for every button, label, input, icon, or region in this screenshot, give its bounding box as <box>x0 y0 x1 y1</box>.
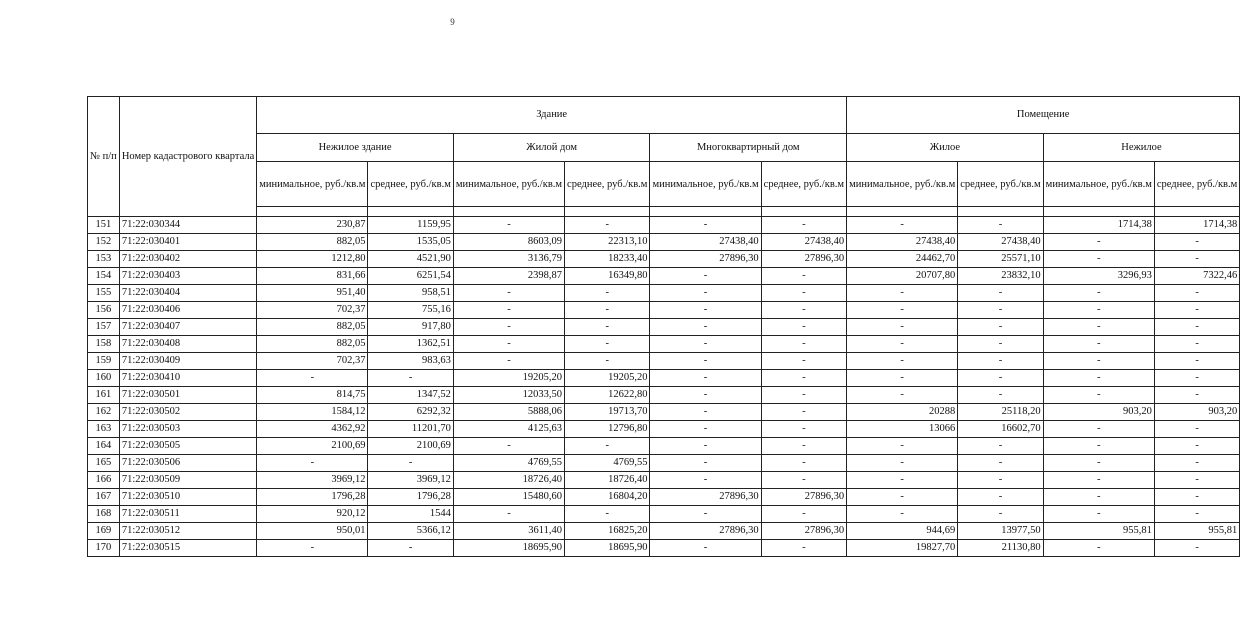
header-spacer <box>958 207 1043 217</box>
value-cell: 7322,46 <box>1154 268 1239 285</box>
row-index: 162 <box>88 404 120 421</box>
row-index: 154 <box>88 268 120 285</box>
value-cell: - <box>1043 455 1154 472</box>
header-zdanie: Здание <box>257 97 847 134</box>
header-nezhiloe-zdanie: Нежилое здание <box>257 134 454 162</box>
value-cell: - <box>1154 506 1239 523</box>
value-cell: - <box>761 506 846 523</box>
value-cell: - <box>958 489 1043 506</box>
row-index: 163 <box>88 421 120 438</box>
value-cell: - <box>453 285 564 302</box>
value-cell: - <box>761 302 846 319</box>
value-cell: - <box>761 438 846 455</box>
value-cell: 6251,54 <box>368 268 453 285</box>
cadastral-value-table <box>87 96 1240 557</box>
value-cell: - <box>1043 387 1154 404</box>
row-index: 164 <box>88 438 120 455</box>
value-cell: 4769,55 <box>453 455 564 472</box>
value-cell: - <box>1043 353 1154 370</box>
value-cell: - <box>761 353 846 370</box>
header-nezhiloe: Нежилое <box>1043 134 1240 162</box>
value-cell: - <box>1154 421 1239 438</box>
value-cell: 23832,10 <box>958 268 1043 285</box>
table-row <box>88 506 1240 523</box>
value-cell: 16825,20 <box>565 523 650 540</box>
value-cell: 1796,28 <box>257 489 368 506</box>
value-cell: - <box>1154 370 1239 387</box>
table-row <box>88 438 1240 455</box>
value-cell: 11201,70 <box>368 421 453 438</box>
cadastral-number: 71:22:030503 <box>119 421 256 438</box>
value-cell: 903,20 <box>1154 404 1239 421</box>
value-cell: - <box>958 370 1043 387</box>
value-cell: - <box>650 336 761 353</box>
value-cell: 920,12 <box>257 506 368 523</box>
value-cell: - <box>1043 438 1154 455</box>
value-cell: - <box>453 506 564 523</box>
value-cell: 19205,20 <box>565 370 650 387</box>
cadastral-number: 71:22:030515 <box>119 540 256 557</box>
value-cell: - <box>847 489 958 506</box>
value-cell: 958,51 <box>368 285 453 302</box>
value-cell: - <box>565 302 650 319</box>
value-cell: - <box>958 472 1043 489</box>
table-row <box>88 251 1240 268</box>
value-cell: - <box>257 540 368 557</box>
value-cell: 27896,30 <box>761 251 846 268</box>
value-cell: - <box>847 302 958 319</box>
value-cell: - <box>761 319 846 336</box>
header-min: минимальное, руб./кв.м <box>650 162 761 207</box>
value-cell: 13977,50 <box>958 523 1043 540</box>
value-cell: 27896,30 <box>650 489 761 506</box>
value-cell: - <box>650 438 761 455</box>
value-cell: 20288 <box>847 404 958 421</box>
value-cell: 3611,40 <box>453 523 564 540</box>
value-cell: - <box>1154 285 1239 302</box>
table-row <box>88 217 1240 234</box>
header-min: минимальное, руб./кв.м <box>847 162 958 207</box>
value-cell: - <box>1154 438 1239 455</box>
value-cell: 831,66 <box>257 268 368 285</box>
value-cell: - <box>847 319 958 336</box>
value-cell: - <box>1043 472 1154 489</box>
value-cell: - <box>958 506 1043 523</box>
value-cell: 27896,30 <box>761 523 846 540</box>
value-cell: - <box>1043 251 1154 268</box>
value-cell: - <box>761 285 846 302</box>
value-cell: - <box>847 353 958 370</box>
value-cell: - <box>565 217 650 234</box>
header-sred: среднее, руб./кв.м <box>565 162 650 207</box>
value-cell: 4362,92 <box>257 421 368 438</box>
value-cell: - <box>650 268 761 285</box>
row-index: 157 <box>88 319 120 336</box>
value-cell: 955,81 <box>1154 523 1239 540</box>
value-cell: 4521,90 <box>368 251 453 268</box>
row-index: 155 <box>88 285 120 302</box>
value-cell: 16602,70 <box>958 421 1043 438</box>
value-cell: 702,37 <box>257 353 368 370</box>
value-cell: 955,81 <box>1043 523 1154 540</box>
value-cell: - <box>257 370 368 387</box>
value-cell: - <box>1154 234 1239 251</box>
value-cell: - <box>368 455 453 472</box>
table-row <box>88 370 1240 387</box>
value-cell: 755,16 <box>368 302 453 319</box>
row-index: 159 <box>88 353 120 370</box>
value-cell: - <box>368 370 453 387</box>
value-cell: 12796,80 <box>565 421 650 438</box>
value-cell: - <box>650 353 761 370</box>
value-cell: - <box>1043 319 1154 336</box>
value-cell: 1714,38 <box>1154 217 1239 234</box>
value-cell: - <box>1043 302 1154 319</box>
value-cell: 983,63 <box>368 353 453 370</box>
row-index: 170 <box>88 540 120 557</box>
value-cell: - <box>650 387 761 404</box>
value-cell: 1212,80 <box>257 251 368 268</box>
value-cell: - <box>1043 370 1154 387</box>
row-index: 166 <box>88 472 120 489</box>
value-cell: - <box>1154 540 1239 557</box>
value-cell: 19713,70 <box>565 404 650 421</box>
header-pomeshchenie: Помещение <box>847 97 1240 134</box>
value-cell: - <box>1043 234 1154 251</box>
header-sred: среднее, руб./кв.м <box>1154 162 1239 207</box>
row-index: 151 <box>88 217 120 234</box>
row-index: 158 <box>88 336 120 353</box>
value-cell: 1347,52 <box>368 387 453 404</box>
value-cell: - <box>958 336 1043 353</box>
value-cell: 3969,12 <box>257 472 368 489</box>
value-cell: 22313,10 <box>565 234 650 251</box>
value-cell: 882,05 <box>257 336 368 353</box>
value-cell: - <box>761 421 846 438</box>
value-cell: 13066 <box>847 421 958 438</box>
header-spacer <box>761 207 846 217</box>
table-row <box>88 489 1240 506</box>
value-cell: - <box>650 421 761 438</box>
cadastral-number: 71:22:030511 <box>119 506 256 523</box>
header-spacer <box>368 207 453 217</box>
cadastral-number: 71:22:030510 <box>119 489 256 506</box>
value-cell: 27438,40 <box>761 234 846 251</box>
value-cell: 903,20 <box>1043 404 1154 421</box>
value-cell: - <box>453 302 564 319</box>
value-cell: 1584,12 <box>257 404 368 421</box>
value-cell: - <box>761 336 846 353</box>
table-row <box>88 455 1240 472</box>
header-sred: среднее, руб./кв.м <box>761 162 846 207</box>
value-cell: 1544 <box>368 506 453 523</box>
value-cell: 3136,79 <box>453 251 564 268</box>
table-row <box>88 302 1240 319</box>
value-cell: - <box>1043 336 1154 353</box>
value-cell: 2100,69 <box>368 438 453 455</box>
row-index: 152 <box>88 234 120 251</box>
value-cell: 27896,30 <box>761 489 846 506</box>
row-index: 167 <box>88 489 120 506</box>
header-spacer <box>847 207 958 217</box>
value-cell: 12033,50 <box>453 387 564 404</box>
cadastral-number: 71:22:030506 <box>119 455 256 472</box>
value-cell: 3969,12 <box>368 472 453 489</box>
value-cell: 27896,30 <box>650 523 761 540</box>
value-cell: - <box>565 336 650 353</box>
value-cell: 3296,93 <box>1043 268 1154 285</box>
value-cell: 18726,40 <box>453 472 564 489</box>
header-min: минимальное, руб./кв.м <box>1043 162 1154 207</box>
table-row <box>88 353 1240 370</box>
value-cell: - <box>650 217 761 234</box>
header-min: минимальное, руб./кв.м <box>257 162 368 207</box>
value-cell: - <box>761 404 846 421</box>
value-cell: - <box>761 540 846 557</box>
value-cell: 5366,12 <box>368 523 453 540</box>
value-cell: 20707,80 <box>847 268 958 285</box>
value-cell: 950,01 <box>257 523 368 540</box>
row-index: 160 <box>88 370 120 387</box>
value-cell: - <box>565 438 650 455</box>
value-cell: - <box>650 370 761 387</box>
header-spacer <box>565 207 650 217</box>
row-index: 156 <box>88 302 120 319</box>
row-index: 153 <box>88 251 120 268</box>
value-cell: - <box>1154 319 1239 336</box>
value-cell: - <box>847 217 958 234</box>
value-cell: 24462,70 <box>847 251 958 268</box>
value-cell: 27896,30 <box>650 251 761 268</box>
value-cell: - <box>958 438 1043 455</box>
value-cell: 15480,60 <box>453 489 564 506</box>
value-cell: 8603,09 <box>453 234 564 251</box>
table-row <box>88 268 1240 285</box>
value-cell: - <box>565 353 650 370</box>
value-cell: - <box>847 387 958 404</box>
value-cell: 21130,80 <box>958 540 1043 557</box>
value-cell: - <box>650 455 761 472</box>
header-mnogokv-dom: Многоквартирный дом <box>650 134 847 162</box>
value-cell: - <box>257 455 368 472</box>
value-cell: - <box>847 506 958 523</box>
value-cell: - <box>1043 540 1154 557</box>
value-cell: - <box>565 506 650 523</box>
value-cell: 4769,55 <box>565 455 650 472</box>
value-cell: 882,05 <box>257 234 368 251</box>
value-cell: - <box>761 217 846 234</box>
value-cell: - <box>1154 387 1239 404</box>
table-row <box>88 336 1240 353</box>
header-num: № п/п <box>88 97 120 217</box>
value-cell: - <box>847 455 958 472</box>
header-min: минимальное, руб./кв.м <box>453 162 564 207</box>
table-row <box>88 319 1240 336</box>
value-cell: - <box>1043 506 1154 523</box>
value-cell: 882,05 <box>257 319 368 336</box>
row-index: 161 <box>88 387 120 404</box>
value-cell: - <box>1154 472 1239 489</box>
value-cell: - <box>453 336 564 353</box>
value-cell: - <box>1154 455 1239 472</box>
value-cell: 814,75 <box>257 387 368 404</box>
value-cell: - <box>650 285 761 302</box>
cadastral-number: 71:22:030408 <box>119 336 256 353</box>
cadastral-number: 71:22:030409 <box>119 353 256 370</box>
value-cell: 25571,10 <box>958 251 1043 268</box>
value-cell: - <box>1043 421 1154 438</box>
table-row <box>88 523 1240 540</box>
value-cell: - <box>847 438 958 455</box>
value-cell: - <box>650 472 761 489</box>
value-cell: 16804,20 <box>565 489 650 506</box>
table-row <box>88 472 1240 489</box>
value-cell: 951,40 <box>257 285 368 302</box>
value-cell: 16349,80 <box>565 268 650 285</box>
value-cell: 917,80 <box>368 319 453 336</box>
cadastral-number: 71:22:030404 <box>119 285 256 302</box>
cadastral-number: 71:22:030403 <box>119 268 256 285</box>
cadastral-number: 71:22:030407 <box>119 319 256 336</box>
value-cell: - <box>565 285 650 302</box>
table-row <box>88 404 1240 421</box>
cadastral-number: 71:22:030502 <box>119 404 256 421</box>
value-cell: 1535,05 <box>368 234 453 251</box>
header-sred: среднее, руб./кв.м <box>368 162 453 207</box>
value-cell: 1714,38 <box>1043 217 1154 234</box>
value-cell: - <box>650 404 761 421</box>
cadastral-number: 71:22:030509 <box>119 472 256 489</box>
row-index: 168 <box>88 506 120 523</box>
row-index: 165 <box>88 455 120 472</box>
value-cell: 230,87 <box>257 217 368 234</box>
value-cell: 1796,28 <box>368 489 453 506</box>
header-spacer <box>257 207 368 217</box>
value-cell: 18233,40 <box>565 251 650 268</box>
value-cell: 1362,51 <box>368 336 453 353</box>
value-cell: - <box>761 455 846 472</box>
value-cell: - <box>368 540 453 557</box>
value-cell: 27438,40 <box>847 234 958 251</box>
value-cell: - <box>650 302 761 319</box>
cadastral-number: 71:22:030505 <box>119 438 256 455</box>
header-spacer <box>1154 207 1239 217</box>
value-cell: 19205,20 <box>453 370 564 387</box>
value-cell: - <box>761 268 846 285</box>
value-cell: 18695,90 <box>453 540 564 557</box>
value-cell: - <box>761 370 846 387</box>
value-cell: 702,37 <box>257 302 368 319</box>
value-cell: - <box>761 472 846 489</box>
value-cell: 6292,32 <box>368 404 453 421</box>
table-row <box>88 234 1240 251</box>
header-spacer <box>650 207 761 217</box>
value-cell: - <box>1154 251 1239 268</box>
value-cell: 4125,63 <box>453 421 564 438</box>
table-row <box>88 421 1240 438</box>
table-row <box>88 540 1240 557</box>
value-cell: 1159,95 <box>368 217 453 234</box>
value-cell: - <box>847 285 958 302</box>
value-cell: - <box>1043 489 1154 506</box>
value-cell: - <box>1043 285 1154 302</box>
value-cell: 2100,69 <box>257 438 368 455</box>
value-cell: - <box>650 506 761 523</box>
value-cell: - <box>958 302 1043 319</box>
page-number: 9 <box>450 17 455 27</box>
value-cell: - <box>453 353 564 370</box>
table-row <box>88 387 1240 404</box>
value-cell: 944,69 <box>847 523 958 540</box>
value-cell: - <box>958 319 1043 336</box>
value-cell: 27438,40 <box>958 234 1043 251</box>
value-cell: - <box>650 319 761 336</box>
value-cell: - <box>1154 353 1239 370</box>
cadastral-number: 71:22:030501 <box>119 387 256 404</box>
table-row <box>88 285 1240 302</box>
cadastral-number: 71:22:030401 <box>119 234 256 251</box>
value-cell: - <box>847 336 958 353</box>
value-cell: - <box>958 455 1043 472</box>
value-cell: - <box>453 217 564 234</box>
value-cell: 18726,40 <box>565 472 650 489</box>
value-cell: - <box>1154 489 1239 506</box>
cadastral-number: 71:22:030512 <box>119 523 256 540</box>
value-cell: - <box>761 387 846 404</box>
value-cell: - <box>565 319 650 336</box>
cadastral-number: 71:22:030406 <box>119 302 256 319</box>
value-cell: - <box>958 387 1043 404</box>
value-cell: - <box>958 217 1043 234</box>
value-cell: - <box>847 370 958 387</box>
value-cell: - <box>1154 336 1239 353</box>
value-cell: 19827,70 <box>847 540 958 557</box>
value-cell: - <box>453 438 564 455</box>
value-cell: - <box>650 540 761 557</box>
cadastral-number: 71:22:030410 <box>119 370 256 387</box>
value-cell: - <box>847 472 958 489</box>
value-cell: - <box>453 319 564 336</box>
header-spacer <box>453 207 564 217</box>
value-cell: 2398,87 <box>453 268 564 285</box>
value-cell: - <box>958 285 1043 302</box>
value-cell: 25118,20 <box>958 404 1043 421</box>
header-zhiloy-dom: Жилой дом <box>453 134 650 162</box>
cadastral-number: 71:22:030344 <box>119 217 256 234</box>
header-zhiloe: Жилое <box>847 134 1044 162</box>
header-kadastr: Номер кадастрового квартала <box>119 97 256 217</box>
value-cell: 27438,40 <box>650 234 761 251</box>
row-index: 169 <box>88 523 120 540</box>
value-cell: 5888,06 <box>453 404 564 421</box>
header-spacer <box>1043 207 1154 217</box>
value-cell: - <box>1154 302 1239 319</box>
value-cell: 12622,80 <box>565 387 650 404</box>
value-cell: 18695,90 <box>565 540 650 557</box>
value-cell: - <box>958 353 1043 370</box>
header-sred: среднее, руб./кв.м <box>958 162 1043 207</box>
cadastral-number: 71:22:030402 <box>119 251 256 268</box>
